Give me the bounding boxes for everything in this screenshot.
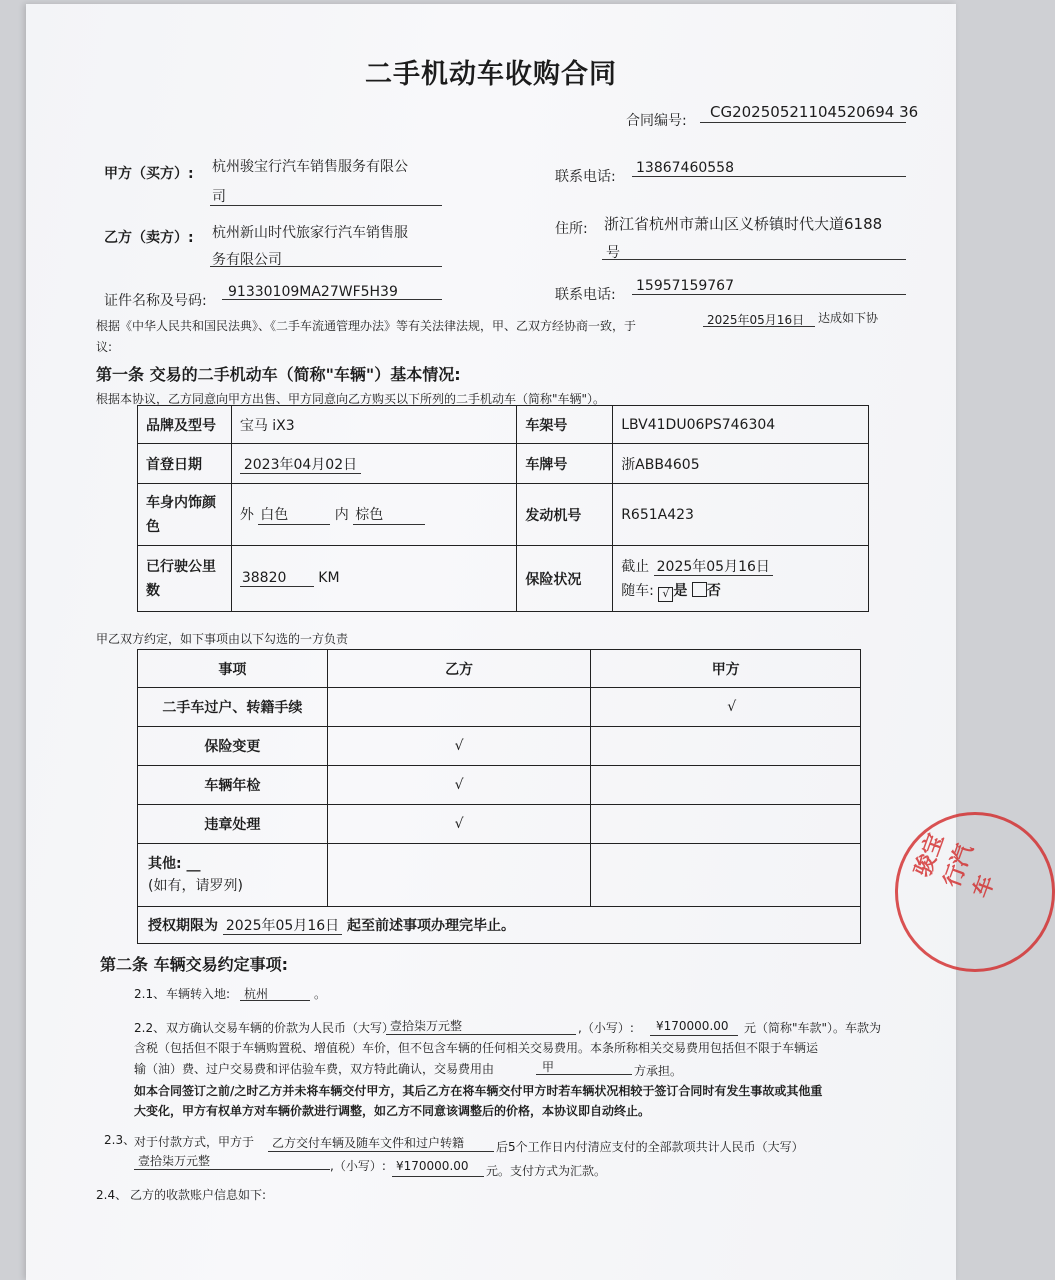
contract-no-label: 合同编号: — [626, 113, 687, 129]
clause-2-1-label: 车辆转入地: — [166, 987, 231, 1001]
row-insurance: 保险变更 — [138, 727, 328, 766]
cert-label: 证件名称及号码: — [104, 293, 207, 309]
check-inspection-party-b: √ — [327, 766, 591, 805]
plate-value: 浙ABB4605 — [613, 444, 869, 484]
seller-phone-label: 联系电话: — [555, 287, 616, 303]
seller-address-line1: 浙江省杭州市萧山区义桥镇时代大道6188 — [604, 215, 883, 233]
interior-label: 内 — [334, 507, 349, 523]
buyer-phone-label: 联系电话: — [555, 169, 616, 185]
clause-2-4-text: 乙方的收款账户信息如下: — [130, 1188, 267, 1202]
clause-2-2-lower: ¥170000.00 — [656, 1019, 729, 1033]
buyer-phone: 13867460558 — [636, 160, 734, 176]
check-transfer-party-a: √ — [591, 688, 861, 727]
header-item: 事项 — [138, 650, 328, 688]
section1-intro: 根据本协议，乙方同意向甲方出售、甲方同意向乙方购买以下所列的二手机动车（简称"车辆"）。 — [96, 392, 606, 406]
section1-title: 第一条 交易的二手机动车（简称"车辆"）基本情况: — [96, 365, 461, 384]
clause-2-3-upper: 壹拾柒万元整 — [138, 1154, 211, 1168]
contract-no: CG20250521104520694 36 — [710, 103, 919, 121]
row-inspection: 车辆年检 — [138, 766, 328, 805]
clause-2-3-text-a: 对于付款方式，甲方于 — [134, 1135, 255, 1149]
row-transfer: 二手车过户、转籍手续 — [138, 688, 328, 727]
seller-name-line1: 杭州新山时代旅家行汽车销售服 — [212, 225, 408, 241]
clause-2-2-payer: 甲 — [542, 1060, 555, 1074]
color-label-line2: 色 — [146, 518, 160, 535]
engine-label: 发动机号 — [517, 484, 613, 546]
preamble-line2: 议: — [96, 340, 113, 354]
no-checkbox[interactable] — [692, 582, 707, 597]
responsibility-intro: 甲乙双方约定，如下事项由以下勾选的一方负责 — [96, 632, 349, 646]
check-violation-party-b: √ — [327, 805, 591, 844]
preamble-date: 2025年05月16日 — [707, 313, 805, 327]
brand-label: 品牌及型号 — [138, 406, 232, 444]
clause-2-3-text-c: ,（小写）: — [330, 1159, 386, 1173]
bold-clause-line2: 大变化，甲方有权单方对车辆价款进行调整，如乙方不同意该调整后的价格，本协议即自动终止。 — [134, 1104, 651, 1118]
header-party-a: 甲方 — [591, 650, 861, 688]
vin-value: LBV41DU06PS746304 — [613, 406, 869, 444]
preamble-line1-tail: 达成如下协 — [818, 311, 879, 325]
insurance-until-label: 截止 — [621, 558, 650, 575]
insurance-until-date: 2025年05月16日 — [654, 559, 773, 576]
clause-2-2-upper: 壹拾柒万元整 — [390, 1019, 463, 1033]
mileage-label-line1: 已行驶公里 — [146, 558, 216, 575]
mileage-unit: KM — [318, 570, 340, 586]
reg-date-value: 2023年04月02日 — [240, 457, 361, 474]
interior-color: 棕色 — [353, 504, 425, 525]
page-title: 二手机动车收购合同 — [365, 59, 617, 90]
vehicle-info-table — [137, 405, 869, 612]
vin-label: 车架号 — [517, 406, 613, 444]
preamble-line1: 根据《中华人民共和国民法典》、《二手车流通管理办法》等有关法律法规，甲、乙双方经协商一致，于 — [96, 319, 637, 333]
yes-label: 是 — [673, 582, 688, 599]
clause-2-3-lower: ¥170000.00 — [396, 1159, 469, 1173]
plate-label: 车牌号 — [517, 444, 613, 484]
clause-2-3-text-d: 元。支付方式为汇款。 — [486, 1164, 607, 1178]
insurance-label: 保险状况 — [517, 546, 613, 612]
seller-name-line2: 务有限公司 — [212, 252, 282, 268]
reg-date-label: 首登日期 — [138, 444, 232, 484]
auth-date: 2025年05月16日 — [223, 918, 342, 935]
yes-checkbox[interactable]: √ — [658, 587, 673, 602]
buyer-name-line1: 杭州骏宝行汽车销售服务有限公 — [212, 159, 408, 175]
clause-2-2-no: 2.2、 — [134, 1021, 166, 1035]
other-note: (如有，请罗列) — [148, 878, 243, 894]
other-label: 其他: __ — [148, 856, 201, 872]
clause-2-2-text-c: 元（简称"车款"）。车款为 — [744, 1021, 882, 1035]
clause-2-2-text-a: 双方确认交易车辆的价款为人民币（大写） — [166, 1021, 395, 1035]
mileage-value: 38820 — [240, 570, 314, 587]
header-party-b: 乙方 — [327, 650, 591, 688]
clause-2-3-no: 2.3、 — [104, 1133, 136, 1147]
auth-label: 授权期限为 — [148, 918, 218, 934]
brand-value: 宝马 iX3 — [231, 406, 517, 444]
clause-2-1-city: 杭州 — [244, 987, 269, 1001]
clause-2-2-line3b: 方承担。 — [634, 1064, 683, 1078]
seller-address-label: 住所: — [555, 221, 588, 237]
clause-2-1-no: 2.1、 — [134, 987, 166, 1001]
section2-title: 第二条 车辆交易约定事项: — [100, 955, 288, 974]
bold-clause-line1: 如本合同签订之前/之时乙方并未将车辆交付甲方，其后乙方在将车辆交付甲方时若车辆状况相较于签订合同时有发生事故或其他重 — [134, 1084, 823, 1098]
insurance-with-label: 随车: — [621, 582, 654, 599]
clause-2-2-line3a: 输（油）费、过户交易费和评估验车费，双方特此确认，交易费用由 — [134, 1062, 495, 1076]
seller-phone: 15957159767 — [636, 278, 734, 294]
seller-label: 乙方（卖方）: — [104, 230, 194, 246]
clause-2-2-line2: 含税（包括但不限于车辆购置税、增值税）车价，但不包含车辆的任何相关交易费用。本条所称相关交易费用包括但不限于车辆运 — [134, 1041, 819, 1055]
clause-2-3-condition: 乙方交付车辆及随车文件和过户转籍 — [272, 1136, 465, 1150]
mileage-label-line2: 数 — [146, 582, 160, 599]
engine-value: R651A423 — [613, 484, 869, 546]
exterior-label: 外 — [239, 507, 254, 523]
company-seal-text: 骏宝行汽车 — [910, 830, 1000, 902]
buyer-name-line2: 司 — [212, 189, 226, 205]
check-insurance-party-b: √ — [327, 727, 591, 766]
cert-number: 91330109MA27WF5H39 — [228, 284, 398, 300]
seller-address-line2: 号 — [606, 245, 620, 261]
clause-2-4-no: 2.4、 — [96, 1188, 128, 1202]
auth-tail: 起至前述事项办理完毕止。 — [347, 918, 516, 934]
color-label-line1: 车身内饰颜 — [146, 494, 216, 511]
buyer-label: 甲方（买方）: — [104, 166, 194, 182]
exterior-color: 白色 — [258, 504, 330, 525]
row-violation: 违章处理 — [138, 805, 328, 844]
clause-2-2-text-b: ,（小写）: — [578, 1021, 634, 1035]
clause-2-3-text-b: 后5个工作日内付清应支付的全部款项共计人民币（大写） — [496, 1140, 804, 1154]
responsibility-table — [137, 649, 861, 944]
no-label: 否 — [706, 582, 721, 599]
